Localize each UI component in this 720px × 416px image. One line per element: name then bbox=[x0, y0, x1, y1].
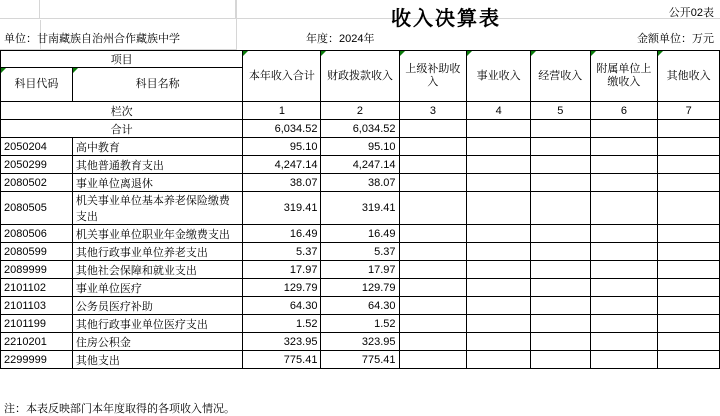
header-subject-name: 科目名称 bbox=[72, 68, 243, 102]
cell-value-5 bbox=[530, 225, 590, 243]
cell-value-1: 95.10 bbox=[243, 138, 321, 156]
grid-cell bbox=[0, 0, 40, 19]
cell-subject-name: 住房公积金 bbox=[72, 333, 243, 351]
table-row bbox=[1, 174, 720, 192]
cell-value-6 bbox=[590, 174, 658, 192]
cell-value-5 bbox=[530, 333, 590, 351]
cell-subject-code: 2101199 bbox=[1, 315, 73, 333]
cell-value-6 bbox=[590, 156, 658, 174]
group-header-item: 项目 bbox=[1, 51, 243, 68]
cell-value-7 bbox=[658, 174, 720, 192]
cell-value-7 bbox=[658, 243, 720, 261]
cell-value-2: 129.79 bbox=[321, 279, 399, 297]
total-value-2: 6,034.52 bbox=[321, 120, 399, 138]
cell-value-6 bbox=[590, 351, 658, 369]
cell-subject-name: 其他社会保障和就业支出 bbox=[72, 261, 243, 279]
header-business-income: 事业收入 bbox=[467, 51, 531, 102]
year-label: 年度：2024年 bbox=[306, 33, 375, 45]
cell-value-7 bbox=[658, 351, 720, 369]
cell-value-4 bbox=[467, 279, 531, 297]
cell-value-5 bbox=[530, 351, 590, 369]
cell-value-1: 16.49 bbox=[243, 225, 321, 243]
header-total-income: 本年收入合计 bbox=[243, 51, 321, 102]
cell-value-4 bbox=[467, 351, 531, 369]
cell-value-7 bbox=[658, 261, 720, 279]
cell-value-3 bbox=[399, 156, 467, 174]
table-row bbox=[1, 297, 720, 315]
cell-value-1: 1.52 bbox=[243, 315, 321, 333]
column-number-row bbox=[1, 102, 720, 120]
cell-value-7 bbox=[658, 138, 720, 156]
cell-value-1: 775.41 bbox=[243, 351, 321, 369]
header-subject-code: 科目代码 bbox=[1, 68, 73, 102]
cell-value-4 bbox=[467, 174, 531, 192]
cell-value-4 bbox=[467, 333, 531, 351]
total-value-3 bbox=[399, 120, 467, 138]
cell-value-2: 1.52 bbox=[321, 315, 399, 333]
cell-value-4 bbox=[467, 138, 531, 156]
cell-value-3 bbox=[399, 192, 467, 225]
cell-value-5 bbox=[530, 261, 590, 279]
rowno-4: 4 bbox=[467, 102, 531, 120]
cell-value-6 bbox=[590, 297, 658, 315]
cell-value-3 bbox=[399, 261, 467, 279]
cell-value-1: 4,247.14 bbox=[243, 156, 321, 174]
total-label: 合计 bbox=[1, 120, 243, 138]
cell-value-4 bbox=[467, 156, 531, 174]
cell-value-3 bbox=[399, 174, 467, 192]
cell-subject-code: 2089999 bbox=[1, 261, 73, 279]
rowno-1: 1 bbox=[243, 102, 321, 120]
cell-value-1: 129.79 bbox=[243, 279, 321, 297]
table-row bbox=[1, 333, 720, 351]
cell-value-3 bbox=[399, 243, 467, 261]
cell-value-4 bbox=[467, 297, 531, 315]
cell-subject-name: 公务员医疗补助 bbox=[72, 297, 243, 315]
cell-subject-code: 2080502 bbox=[1, 174, 73, 192]
table-total-row bbox=[1, 120, 720, 138]
cell-value-4 bbox=[467, 225, 531, 243]
unit-label: 单位：甘南藏族自治州合作藏族中学 bbox=[4, 33, 180, 45]
cell-subject-name: 高中教育 bbox=[72, 138, 243, 156]
cell-value-5 bbox=[530, 243, 590, 261]
rowno-7: 7 bbox=[658, 102, 720, 120]
cell-value-1: 17.97 bbox=[243, 261, 321, 279]
cell-subject-name: 机关事业单位职业年金缴费支出 bbox=[72, 225, 243, 243]
total-value-5 bbox=[530, 120, 590, 138]
cell-subject-code: 2101102 bbox=[1, 279, 73, 297]
rowno-2: 2 bbox=[321, 102, 399, 120]
table-row bbox=[1, 156, 720, 174]
cell-value-2: 38.07 bbox=[321, 174, 399, 192]
amount-unit-label: 金额单位：万元 bbox=[637, 33, 714, 45]
cell-value-3 bbox=[399, 279, 467, 297]
cell-value-2: 319.41 bbox=[321, 192, 399, 225]
cell-value-1: 323.95 bbox=[243, 333, 321, 351]
cell-value-5 bbox=[530, 315, 590, 333]
cell-value-3 bbox=[399, 351, 467, 369]
cell-value-5 bbox=[530, 279, 590, 297]
cell-value-5 bbox=[530, 138, 590, 156]
cell-value-3 bbox=[399, 138, 467, 156]
cell-value-6 bbox=[590, 315, 658, 333]
cell-subject-name: 事业单位医疗 bbox=[72, 279, 243, 297]
cell-value-3 bbox=[399, 297, 467, 315]
cell-value-2: 5.37 bbox=[321, 243, 399, 261]
cell-subject-code: 2050299 bbox=[1, 156, 73, 174]
header-operating-income: 经营收入 bbox=[530, 51, 590, 102]
rowno-5: 5 bbox=[530, 102, 590, 120]
cell-value-6 bbox=[590, 225, 658, 243]
cell-value-2: 323.95 bbox=[321, 333, 399, 351]
grid-cell bbox=[40, 0, 236, 19]
cell-value-2: 16.49 bbox=[321, 225, 399, 243]
table-body bbox=[1, 138, 720, 369]
table-row bbox=[1, 351, 720, 369]
cell-subject-code: 2101103 bbox=[1, 297, 73, 315]
cell-value-3 bbox=[399, 315, 467, 333]
cell-value-7 bbox=[658, 156, 720, 174]
total-value-4 bbox=[467, 120, 531, 138]
cell-value-4 bbox=[467, 315, 531, 333]
cell-value-2: 17.97 bbox=[321, 261, 399, 279]
cell-value-6 bbox=[590, 333, 658, 351]
cell-value-7 bbox=[658, 279, 720, 297]
cell-value-1: 64.30 bbox=[243, 297, 321, 315]
cell-value-6 bbox=[590, 243, 658, 261]
cell-value-5 bbox=[530, 192, 590, 225]
cell-value-6 bbox=[590, 138, 658, 156]
cell-value-2: 775.41 bbox=[321, 351, 399, 369]
public-form-number: 公开02表 bbox=[668, 7, 714, 19]
table-footnote: 注：本表反映部门本年度取得的各项收入情况。 bbox=[4, 403, 235, 415]
cell-subject-code: 2050204 bbox=[1, 138, 73, 156]
rowno-3: 3 bbox=[399, 102, 467, 120]
document-title: 收入决算表 bbox=[391, 8, 501, 30]
header-superior-subsidy-income: 上级补助收入 bbox=[399, 51, 467, 102]
cell-value-4 bbox=[467, 243, 531, 261]
document-title-wrap bbox=[236, 0, 656, 31]
header-other-income: 其他收入 bbox=[658, 51, 720, 102]
cell-value-7 bbox=[658, 192, 720, 225]
cell-value-3 bbox=[399, 225, 467, 243]
cell-value-6 bbox=[590, 279, 658, 297]
cell-subject-name: 其他普通教育支出 bbox=[72, 156, 243, 174]
table-row bbox=[1, 261, 720, 279]
cell-value-4 bbox=[467, 192, 531, 225]
cell-subject-code: 2080505 bbox=[1, 192, 73, 225]
cell-value-1: 5.37 bbox=[243, 243, 321, 261]
cell-subject-name: 其他行政事业单位医疗支出 bbox=[72, 315, 243, 333]
cell-subject-code: 2210201 bbox=[1, 333, 73, 351]
cell-subject-name: 事业单位离退休 bbox=[72, 174, 243, 192]
rowno-6: 6 bbox=[590, 102, 658, 120]
table-row bbox=[1, 192, 720, 225]
cell-subject-code: 2080599 bbox=[1, 243, 73, 261]
cell-value-5 bbox=[530, 297, 590, 315]
cell-subject-code: 2299999 bbox=[1, 351, 73, 369]
document-meta bbox=[0, 30, 720, 48]
cell-value-4 bbox=[467, 261, 531, 279]
rowno-label: 栏次 bbox=[1, 102, 243, 120]
table-row bbox=[1, 138, 720, 156]
table-header-group-row bbox=[1, 51, 720, 68]
cell-value-7 bbox=[658, 297, 720, 315]
cell-value-5 bbox=[530, 156, 590, 174]
header-fiscal-appropriation-income: 财政拨款收入 bbox=[321, 51, 399, 102]
table-row bbox=[1, 225, 720, 243]
cell-value-6 bbox=[590, 261, 658, 279]
cell-value-7 bbox=[658, 333, 720, 351]
table-row bbox=[1, 279, 720, 297]
cell-value-2: 95.10 bbox=[321, 138, 399, 156]
cell-value-2: 64.30 bbox=[321, 297, 399, 315]
header-subordinate-unit-payment-income: 附属单位上缴收入 bbox=[590, 51, 658, 102]
cell-value-7 bbox=[658, 315, 720, 333]
cell-value-1: 38.07 bbox=[243, 174, 321, 192]
total-value-6 bbox=[590, 120, 658, 138]
cell-subject-name: 其他行政事业单位养老支出 bbox=[72, 243, 243, 261]
income-final-accounts-table bbox=[0, 50, 720, 369]
cell-subject-code: 2080506 bbox=[1, 225, 73, 243]
cell-subject-name: 其他支出 bbox=[72, 351, 243, 369]
total-value-1: 6,034.52 bbox=[243, 120, 321, 138]
total-value-7 bbox=[658, 120, 720, 138]
cell-value-2: 4,247.14 bbox=[321, 156, 399, 174]
cell-value-3 bbox=[399, 333, 467, 351]
cell-value-5 bbox=[530, 174, 590, 192]
cell-subject-name: 机关事业单位基本养老保险缴费支出 bbox=[72, 192, 243, 225]
cell-value-1: 319.41 bbox=[243, 192, 321, 225]
table-row bbox=[1, 315, 720, 333]
cell-value-7 bbox=[658, 225, 720, 243]
table-row bbox=[1, 243, 720, 261]
cell-value-6 bbox=[590, 192, 658, 225]
